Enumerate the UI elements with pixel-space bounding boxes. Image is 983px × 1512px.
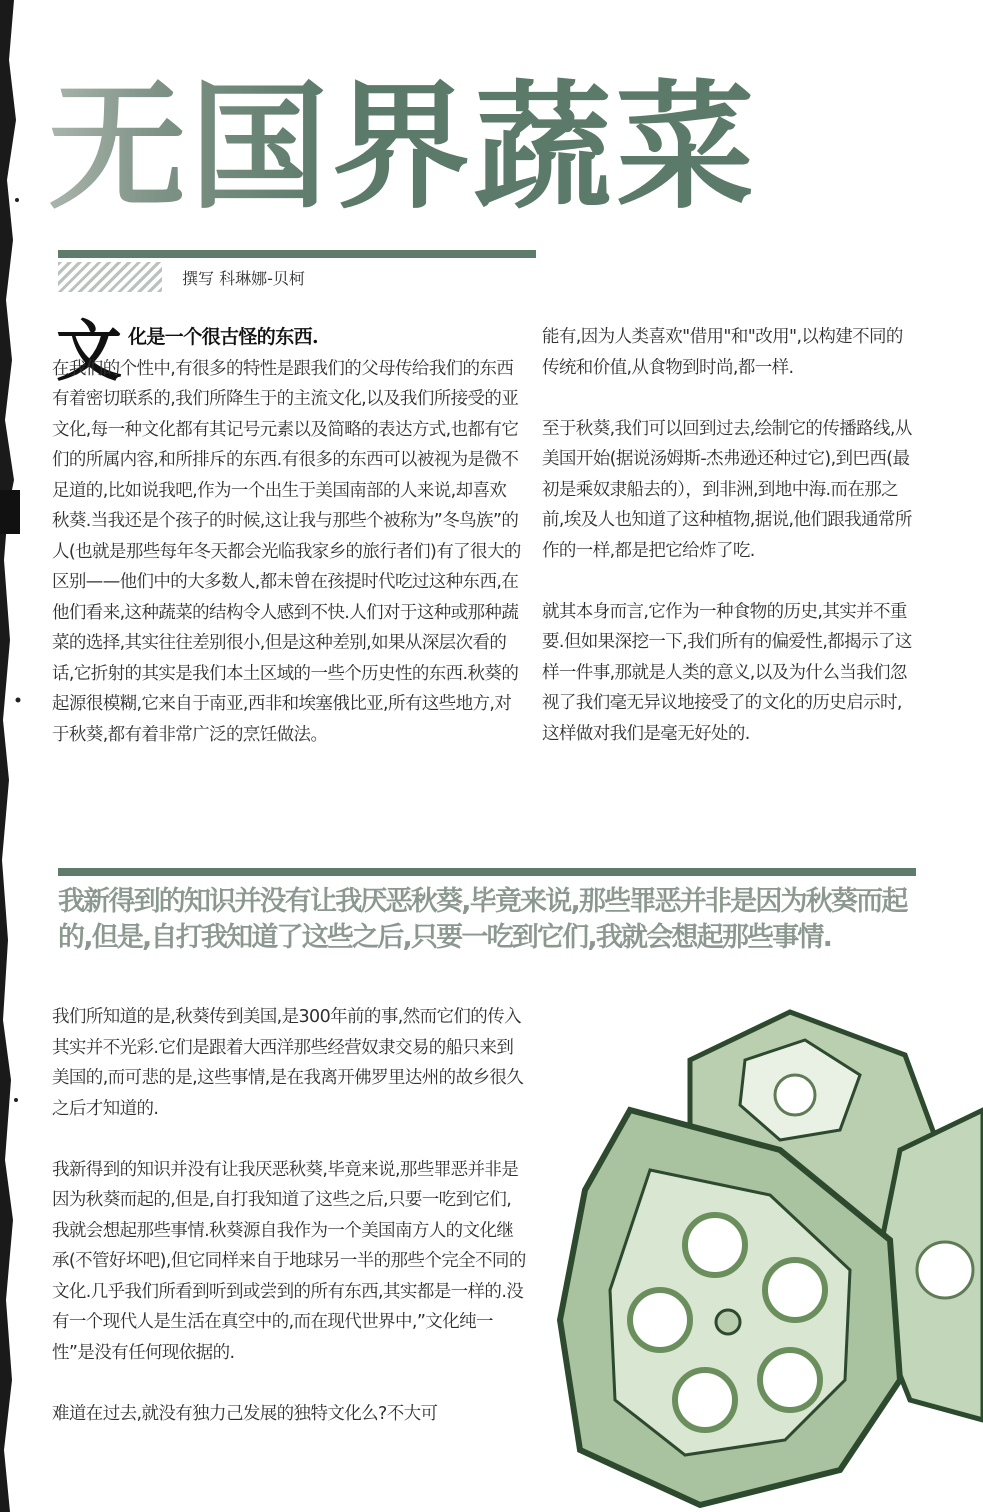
col2-paragraph-3: 就其本身而言,它作为一种食物的历史,其实并不重要.但如果深挖一下,我们所有的偏爱性,都揭示了这样一件事,那就是人类的意义,以及为什么当我们忽视了我们毫无异议地接受了的文化的历史启示时,这样做对我们是毫无好处的. xyxy=(542,601,912,744)
article-title: 无国界蔬菜 xyxy=(48,65,759,228)
lead-heading: 化是一个很古怪的东西. xyxy=(128,326,319,348)
bottom-paragraph-3: 难道在过去,就没有独力己发展的独特文化么?不大可 xyxy=(52,1403,438,1424)
col2-paragraph-1: 能有,因为人类喜欢"借用"和"改用",以构建不同的传统和价值,从食物到时尚,都一样. xyxy=(542,327,903,378)
byline-hatch-decoration xyxy=(58,262,162,292)
bottom-paragraph-1: 我们所知道的是,秋葵传到美国,是300年前的事,然而它们的传入其实并不光彩.它们是跟着大西洋那些经营奴隶交易的船只来到美国的,而可悲的是,这些事情,是在我离开佛罗里达州的故乡很久之后才知道的. xyxy=(52,1007,524,1119)
column-2 xyxy=(542,322,918,749)
column-1 xyxy=(52,322,522,750)
pull-quote: 我新得到的知识并没有让我厌恶秋葵,毕竟来说,那些罪恶并非是因为秋葵而起的,但是,自打我知道了这些之后,只要一吃到它们,我就会想起那些事情. xyxy=(58,886,907,953)
title-rule xyxy=(58,250,536,258)
lead-paragraph xyxy=(52,322,522,750)
grunge-border-decoration xyxy=(0,0,22,1512)
byline: 撰写 科琳娜-贝柯 xyxy=(182,269,305,288)
bottom-paragraph-2: 我新得到的知识并没有让我厌恶秋葵,毕竟来说,那些罪恶并非是因为秋葵而起的,但是,自打我知道了这些之后,只要一吃到它们,我就会想起那些事情.秋葵源自我作为一个美国南方人的文化继承(不管好坏吧),但它同样来自于地球另一半的那些个完全不同的文化.几乎我们所看到听到或尝到的所有东西,其实都是一样的.没有一个现代人是生活在真空中的,而在现代世界中,”文化纯一性”是没有任何现依据的. xyxy=(52,1159,526,1363)
pull-quote-rule xyxy=(58,868,916,876)
col2-paragraph-2: 至于秋葵,我们可以回到过去,绘制它的传播路线,从美国开始(据说汤姆斯-杰弗逊还种过它),到巴西(最初是乘奴隶船去的），到非洲,到地中海.而在那之前,埃及人也知道了这种植物,据说,他们跟我通常所作的一样,都是把它给炸了吃. xyxy=(542,418,912,561)
drop-cap: 文 xyxy=(56,312,122,390)
okra-slices-illustration xyxy=(540,1000,983,1512)
column-bottom xyxy=(52,1002,526,1429)
lead-text: 在我们的个性中,有很多的特性是跟我们的父母传给我们的东西有着密切联系的,我们所降生于的主流文化,以及我们所接受的亚文化,每一种文化都有其记号元素以及简略的表达方式,也都有它们的所属内容,和所排斥的东西.有很多的东西可以被视为是微不足道的,比如说我吧,作为一个出生于美国南部的人来说,却喜欢秋葵.当我还是个孩子的时候,这让我与那些个被称为”冬鸟族”的人(也就是那些每年冬天都会光临我家乡的旅行者们)有了很大的区别——他们中的大多数人,都未曾在孩提时代吃过这种东西,在他们看来,这种蔬菜的结构令人感到不快.人们对于这种或那种蔬菜的选择,其实往往差别很小,但是这种差别,如果从深层次看的话,它折射的其实是我们本土区域的一些个历史性的东西.秋葵的起源很模糊,它来自于南亚,西非和埃塞俄比亚,所有这些地方,对于秋葵,都有着非常广泛的烹饪做法。 xyxy=(52,358,521,745)
